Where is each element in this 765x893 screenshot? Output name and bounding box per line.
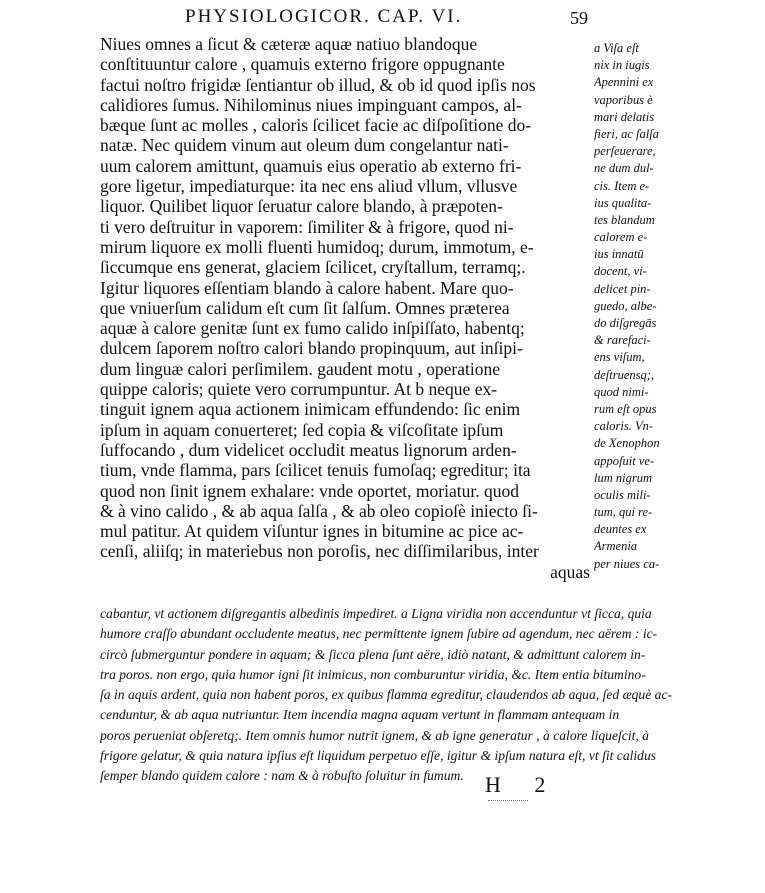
- marginal-note-line: deſtruensq;,: [594, 367, 655, 382]
- text-line: Niues omnes a ſicut & cæteræ aquæ natiuo blandoque: [100, 34, 478, 54]
- marginal-note-line: ne dum dul-: [594, 161, 654, 176]
- text-line: conſtituuntur calore , quamuis externo frigore oppugnante: [100, 54, 505, 75]
- text-line: ipſum in aquam conuerteret; ſed copia & viſcoſitate ipſum: [100, 419, 504, 440]
- text-line: cenſi, aliiſq; in materiebus non poroſis, nec diſſimilaribus, inter: [100, 541, 539, 562]
- marginal-note-line: de Xenophon: [594, 436, 660, 451]
- marginal-note-line: perſeuerare,: [594, 144, 656, 159]
- text-line: uum calorem amittunt, quamuis eius operatio ab externo fri-: [100, 155, 522, 176]
- footnote-line: cabantur, vt actionem diſgregantis albedinis impediret. a Ligna viridia non accenduntur vt ſicca, quia: [100, 606, 652, 621]
- text-line: ti vero deſtruitur in vaporem: ſimiliter & à frigore, quod ni-: [100, 216, 514, 237]
- marginal-note-line: & rarefaci-: [594, 333, 651, 348]
- footnote-line: circò ſubmerguntur pondere in aquam; & ſicca plena ſunt aëre, idiò natant, & admittunt calorem in-: [100, 646, 646, 662]
- marginal-note-line: do diſgregās: [594, 316, 657, 330]
- marginal-note-line: calorem e-: [594, 230, 648, 245]
- marginal-note-line: tes blandum: [594, 212, 655, 227]
- text-line: gore ligetur, impediaturque: ita nec ens aliud vllum, vllusve: [100, 176, 518, 197]
- text-line: tinguit ignem aqua actionem inimicam effundendo: ſic enim: [100, 399, 521, 420]
- text-line: bæque ſunt ac molles , caloris ſcilicet facie ac diſpoſitione do-: [100, 115, 532, 136]
- text-line: Igitur liquores eſſentiam blando à calore habent. Mare quo-: [100, 277, 514, 298]
- text-line: quod non ſinit ignem exhalare: vnde oportet, moriatur. quod: [100, 480, 519, 501]
- text-line: calidiores ſumus. Nihilominus niues impinguant campos, al-: [100, 94, 522, 115]
- running-head: [185, 6, 605, 30]
- footnote-line: poros perueniat obſeretq;. Item omnis humor nutrit ignem, & ab igne generatur , à calore liqueſcit, à: [100, 727, 649, 743]
- marginal-note-line: lum nigrum: [594, 470, 652, 485]
- footnote-line: tra poros. non ergo, quia humor igni ſit inimicus, non comburuntur viridia, &c. Item entia bitumino-: [100, 666, 646, 682]
- footnote-block: [100, 604, 690, 787]
- marginal-note-line: docent, vi-: [594, 264, 647, 279]
- text-line: ſuffocando , dum videlicet occludit meatus lignorum arden-: [100, 439, 517, 460]
- marginal-note-line: ens viſum,: [594, 350, 645, 365]
- footnote-line: cenduntur, & ab aqua nutriuntur. Item incendia magna aquam vertunt in flammam antequam in: [100, 707, 620, 723]
- text-line: aquas: [550, 561, 590, 582]
- marginal-note-line: tum, qui re-: [594, 505, 653, 520]
- marginal-note-line: per niues ca-: [594, 556, 660, 571]
- signature-rule: [488, 800, 528, 801]
- marginal-note-line: caloris. Vn-: [594, 419, 654, 434]
- text-line: quippe caloris; quiete vero corrumpuntur. At b neque ex-: [100, 379, 498, 400]
- marginal-note-line: mari delatis: [594, 109, 655, 124]
- footnote-line: frigore gelatur, & quia natura ipſius eſt liquidum perpetuo eſſe, igitur & ipſum natura eſt, vt ſit calidus: [100, 748, 657, 764]
- marginal-note-line: quod nimi-: [594, 384, 649, 399]
- marginal-note-line: oculis mili-: [594, 487, 651, 502]
- marginal-note-line: deuntes ex: [594, 522, 647, 537]
- marginal-note-line: appoſuit ve-: [594, 453, 655, 468]
- text-line: ſiccumque ens generat, glaciem ſcilicet, cryſtallum, terramq;.: [100, 257, 526, 278]
- text-line: mirum liquore ex molli fluenti humidoq; durum, immotum, e-: [100, 236, 534, 257]
- text-line: que vniuerſum calidum eſt cum ſit ſalſum. Omnes præterea: [100, 297, 510, 318]
- text-line: aquæ à calore genitæ ſunt ex fumo calido inſpiſſato, habentq;: [100, 318, 525, 339]
- marginal-note-line: ius qualita-: [594, 195, 652, 210]
- marginal-note-line: nix in iugis: [594, 58, 650, 73]
- text-line: natæ. Nec quidem vinum aut oleum dum congelantur nati-: [100, 135, 509, 156]
- marginal-note-line: guedo, albe-: [594, 298, 657, 313]
- text-line: & à vino calido , & ab aqua ſalſa , & ab oleo copioſè iniecto ſi-: [100, 500, 538, 521]
- running-title: PHYSIOLOGICOR. CAP. VI.: [185, 6, 463, 27]
- signature-mark: H 2: [485, 772, 560, 797]
- text-line: dulcem ſaporem noſtro calori blando propinquum, aut inſipi-: [100, 338, 523, 359]
- text-line: tium, vnde flamma, pars ſcilicet tenuis fumoſaq; egreditur; ita: [100, 460, 531, 481]
- marginal-note-line: delicet pin-: [594, 281, 651, 296]
- marginal-note-line: a Viſa eſt: [594, 41, 639, 55]
- marginal-note-line: ius innatū: [594, 247, 644, 262]
- text-line: dum linguæ calori perſimilem. gaudent motu , operatione: [100, 358, 500, 379]
- text-line: factui noſtro frigidæ ſentiantur ob illud, & ob id quod ipſis nos: [100, 74, 536, 95]
- text-line: liquor. Quilibet liquor ſeruatur calore blando, à præpoten-: [100, 196, 503, 217]
- footnote-line: ſemper blando quidem calore : nam & à robuſto ſoluitur in fumum.: [100, 768, 464, 784]
- marginal-note-line: Armenia: [594, 539, 638, 554]
- marginal-notes: [594, 40, 680, 573]
- footnote-line: humore craſſo abundant occludente meatus, nec permittente ignem ſubire ad agendum, nec aërem : ic-: [100, 626, 658, 642]
- marginal-note-line: fieri, ac ſalſa: [594, 126, 659, 141]
- marginal-note-line: Apennini ex: [594, 75, 654, 90]
- marginal-note-line: vaporibus è: [594, 92, 653, 107]
- marginal-note-line: cis. Item e-: [594, 178, 650, 193]
- footnote-line: ſa in aquis ardent, quia non habent poros, ex quibus flamma egreditur, claudendos ab aqua, ſed æquè ac-: [100, 687, 673, 703]
- page-number: 59: [570, 8, 588, 28]
- main-text-block: [100, 34, 590, 582]
- text-line: mul patitur. At quidem viſuntur ignes in bitumine ac pice ac-: [100, 521, 524, 542]
- marginal-note-line: rum eſt opus: [594, 401, 657, 416]
